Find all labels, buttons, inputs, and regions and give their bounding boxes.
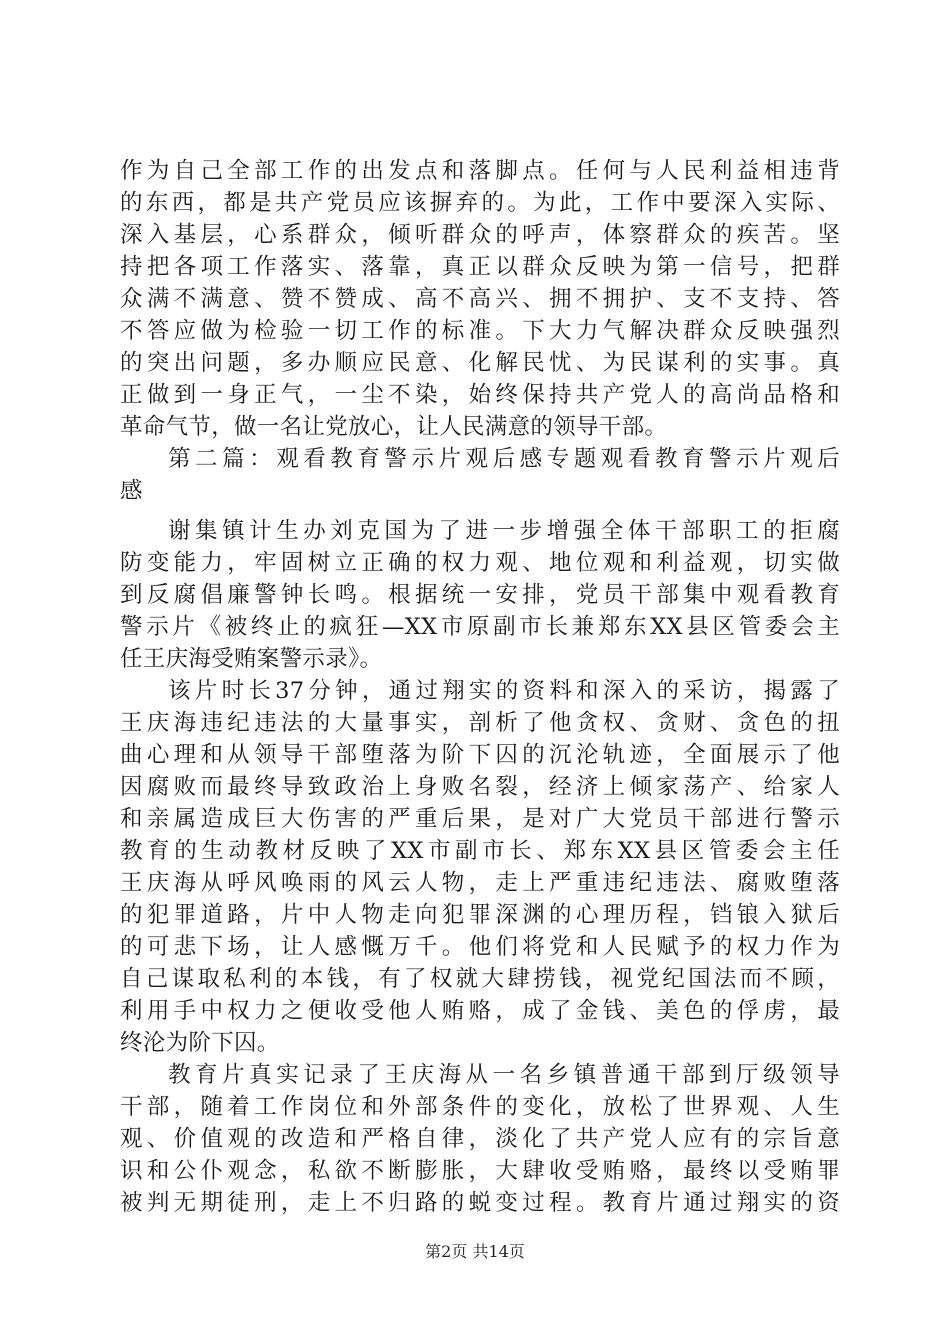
text-line: 革命气节，做一名让党放心，让人民满意的领导干部。: [120, 414, 668, 440]
text-line: 的可悲下场，让人感慨万千。他们将党和人民赋予的权力作为: [120, 934, 840, 960]
text-line: 众满不满意、赞不赞成、高不高兴、拥不拥护、支不支持、答: [120, 286, 840, 312]
document-body: [120, 155, 840, 1219]
text-line: 利用手中权力之便收受他人贿赂，成了金钱、美色的俘虏，最: [120, 998, 840, 1024]
text-line: 被判无期徒刑，走上不归路的蜕变过程。教育片通过翔实的资: [120, 1190, 840, 1216]
paragraph: [120, 675, 840, 1059]
text-line: 教育的生动教材反映了XX市副市长、郑东XX县区管委会主任: [120, 838, 840, 864]
page-footer: [0, 1242, 950, 1262]
text-line: 干部，随着工作岗位和外部条件的变化，放松了世界观、人生: [120, 1094, 840, 1120]
text-line: 深入基层，心系群众，倾听群众的呼声，体察群众的疾苦。坚: [120, 222, 840, 248]
section-heading: [120, 443, 840, 507]
text-line: 谢集镇计生办刘克国为了进一步增强全体干部职工的拒腐: [168, 518, 840, 544]
text-line: 持把各项工作落实、落靠，真正以群众反映为第一信号，把群: [120, 254, 840, 280]
text-line: 自己谋取私利的本钱，有了权就大肆捞钱，视党纪国法而不顾，: [120, 966, 840, 992]
page-number: 第2页 共14页: [425, 1242, 525, 1261]
text-line: 的犯罪道路，片中人物走向犯罪深渊的心理历程，铛锒入狱后: [120, 902, 840, 928]
text-line: 不答应做为检验一切工作的标准。下大力气解决群众反映强烈: [120, 318, 840, 344]
text-line: 因腐败而最终导致政治上身败名裂，经济上倾家荡产、给家人: [120, 774, 840, 800]
text-line: 该片时长37分钟，通过翔实的资料和深入的采访，揭露了: [168, 678, 840, 704]
text-line: 和亲属造成巨大伤害的严重后果，是对广大党员干部进行警示: [120, 806, 840, 832]
paragraph: [120, 515, 840, 675]
text-line: 感: [120, 478, 143, 504]
text-line: 王庆海从呼风唤雨的风云人物，走上严重违纪违法、腐败堕落: [120, 870, 840, 896]
text-line: 教育片真实记录了王庆海从一名乡镇普通干部到厅级领导: [168, 1062, 840, 1088]
paragraph: [120, 1059, 840, 1219]
text-line: 防变能力，牢固树立正确的权力观、地位观和利益观，切实做: [120, 550, 840, 576]
paragraph: [120, 155, 840, 443]
text-line: 的突出问题，多办顺应民意、化解民忧、为民谋利的实事。真: [120, 350, 840, 376]
text-line: 王庆海违纪违法的大量事实，剖析了他贪权、贪财、贪色的扭: [120, 710, 840, 736]
text-line: 终沦为阶下囚。: [120, 1030, 280, 1056]
text-line: 到反腐倡廉警钟长鸣。根据统一安排，党员干部集中观看教育: [120, 582, 840, 608]
paragraph-gap: [120, 507, 840, 515]
text-line: 观、价值观的改造和严格自律，淡化了共产党人应有的宗旨意: [120, 1126, 840, 1152]
text-line: 第二篇：观看教育警示片观后感专题观看教育警示片观后: [168, 446, 840, 472]
text-line: 任王庆海受贿案警示录》。: [120, 646, 383, 672]
text-line: 正做到一身正气，一尘不染，始终保持共产党人的高尚品格和: [120, 382, 840, 408]
text-line: 曲心理和从领导干部堕落为阶下囚的沉沦轨迹，全面展示了他: [120, 742, 840, 768]
text-line: 识和公仆观念，私欲不断膨胀，大肆收受贿赂，最终以受贿罪: [120, 1158, 840, 1184]
text-line: 警示片《被终止的疯狂—XX市原副市长兼郑东XX县区管委会主: [120, 614, 840, 640]
text-line: 作为自己全部工作的出发点和落脚点。任何与人民利益相违背: [120, 158, 840, 184]
text-line: 的东西，都是共产党员应该摒弃的。为此，工作中要深入实际、: [120, 190, 840, 216]
